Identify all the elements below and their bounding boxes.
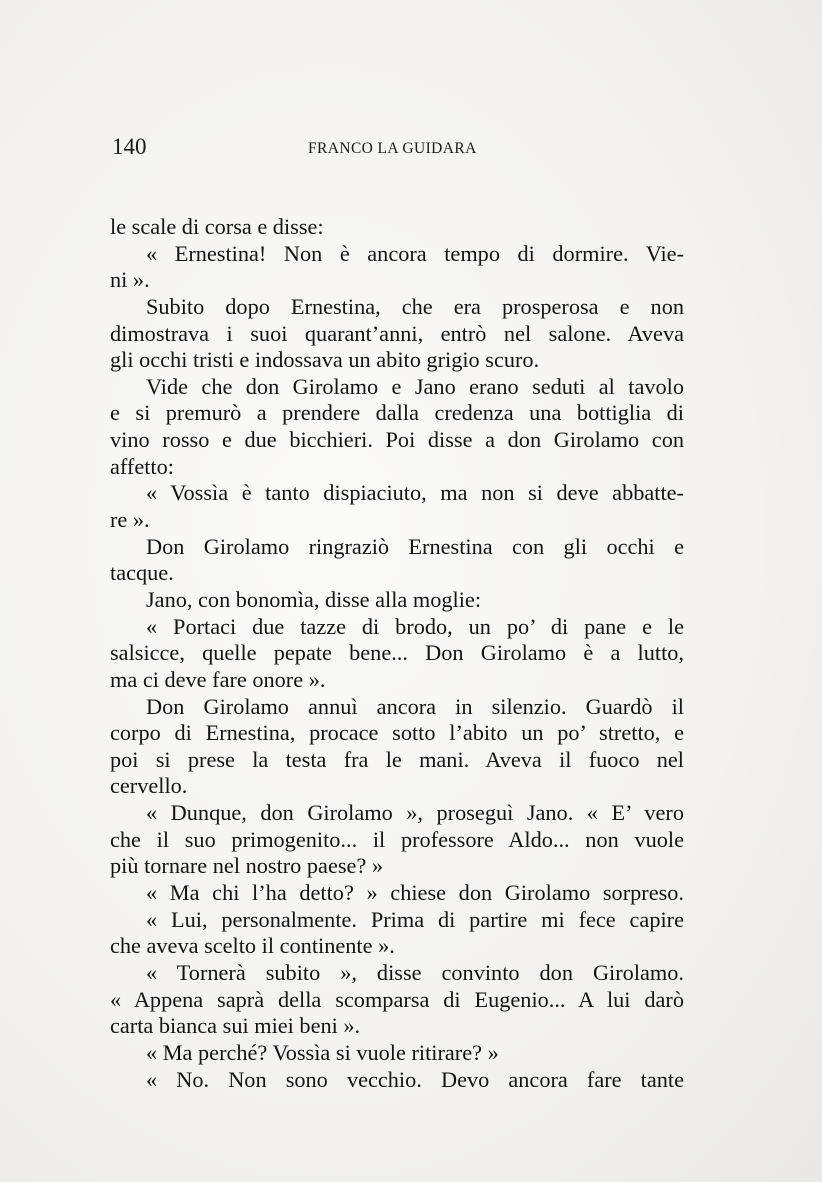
text-line: che aveva scelto il continente ».	[110, 933, 395, 959]
text-line: salsicce, quelle pepate bene... Don Girolamo è a lutto,	[110, 640, 684, 666]
running-head: FRANCO LA GUIDARA	[308, 140, 477, 157]
text-line: affetto:	[110, 453, 174, 479]
text-line: Don Girolamo ringraziò Ernestina con gli occhi e	[146, 533, 684, 559]
text-line: « Ma perché? Vossìa si vuole ritirare? »	[146, 1039, 499, 1065]
text-line: corpo di Ernestina, procace sotto l’abito un po’ stretto, e	[110, 720, 684, 746]
text-line: carta bianca sui miei beni ».	[110, 1013, 361, 1039]
text-line: « Lui, personalmente. Prima di partire mi fece capire	[146, 906, 684, 932]
text-line: Subito dopo Ernestina, che era prosperosa e non	[146, 293, 684, 319]
text-line: « Dunque, don Girolamo », proseguì Jano. « E’ vero	[146, 800, 684, 826]
text-line: « Portaci due tazze di brodo, un po’ di pane e le	[146, 613, 684, 639]
text-line: Vide che don Girolamo e Jano erano seduti al tavolo	[146, 373, 684, 399]
text-line: Don Girolamo annuì ancora in silenzio. Guardò il	[146, 693, 684, 719]
text-line: tacque.	[110, 560, 174, 586]
text-line: « Appena saprà della scomparsa di Eugenio... A lui darò	[110, 986, 684, 1012]
text-line: « Vossìa è tanto dispiaciuto, ma non si deve abbatte-	[146, 480, 684, 506]
text-line: re ».	[110, 507, 150, 533]
text-line: « Ma chi l’ha detto? » chiese don Girolamo sorpreso.	[146, 880, 684, 906]
text-line: più tornare nel nostro paese? »	[110, 853, 384, 879]
text-line: Jano, con bonomìa, disse alla moglie:	[146, 586, 482, 612]
text-line: che il suo primogenito... il professore Aldo... non vuole	[110, 826, 684, 852]
page-number: 140	[112, 134, 147, 159]
body-text	[110, 214, 684, 1093]
text-line: cervello.	[110, 773, 188, 799]
text-line: « No. Non sono vecchio. Devo ancora fare tante	[146, 1066, 684, 1092]
text-line: dimostrava i suoi quarant’anni, entrò nel salone. Aveva	[110, 320, 684, 346]
text-line: ma ci deve fare onore ».	[110, 666, 326, 692]
text-line: gli occhi tristi e indossava un abito grigio scuro.	[110, 347, 540, 373]
text-line: « Ernestina! Non è ancora tempo di dormire. Vie-	[146, 240, 684, 266]
text-line: vino rosso e due bicchieri. Poi disse a don Girolamo con	[110, 427, 684, 453]
text-line: poi si prese la testa fra le mani. Aveva il fuoco nel	[110, 746, 684, 772]
text-line: e si premurò a prendere dalla credenza una bottiglia di	[110, 400, 684, 426]
text-line: le scale di corsa e disse:	[110, 214, 324, 239]
text-line: « Tornerà subito », disse convinto don Girolamo.	[146, 959, 684, 985]
text-line: ni ».	[110, 267, 150, 293]
